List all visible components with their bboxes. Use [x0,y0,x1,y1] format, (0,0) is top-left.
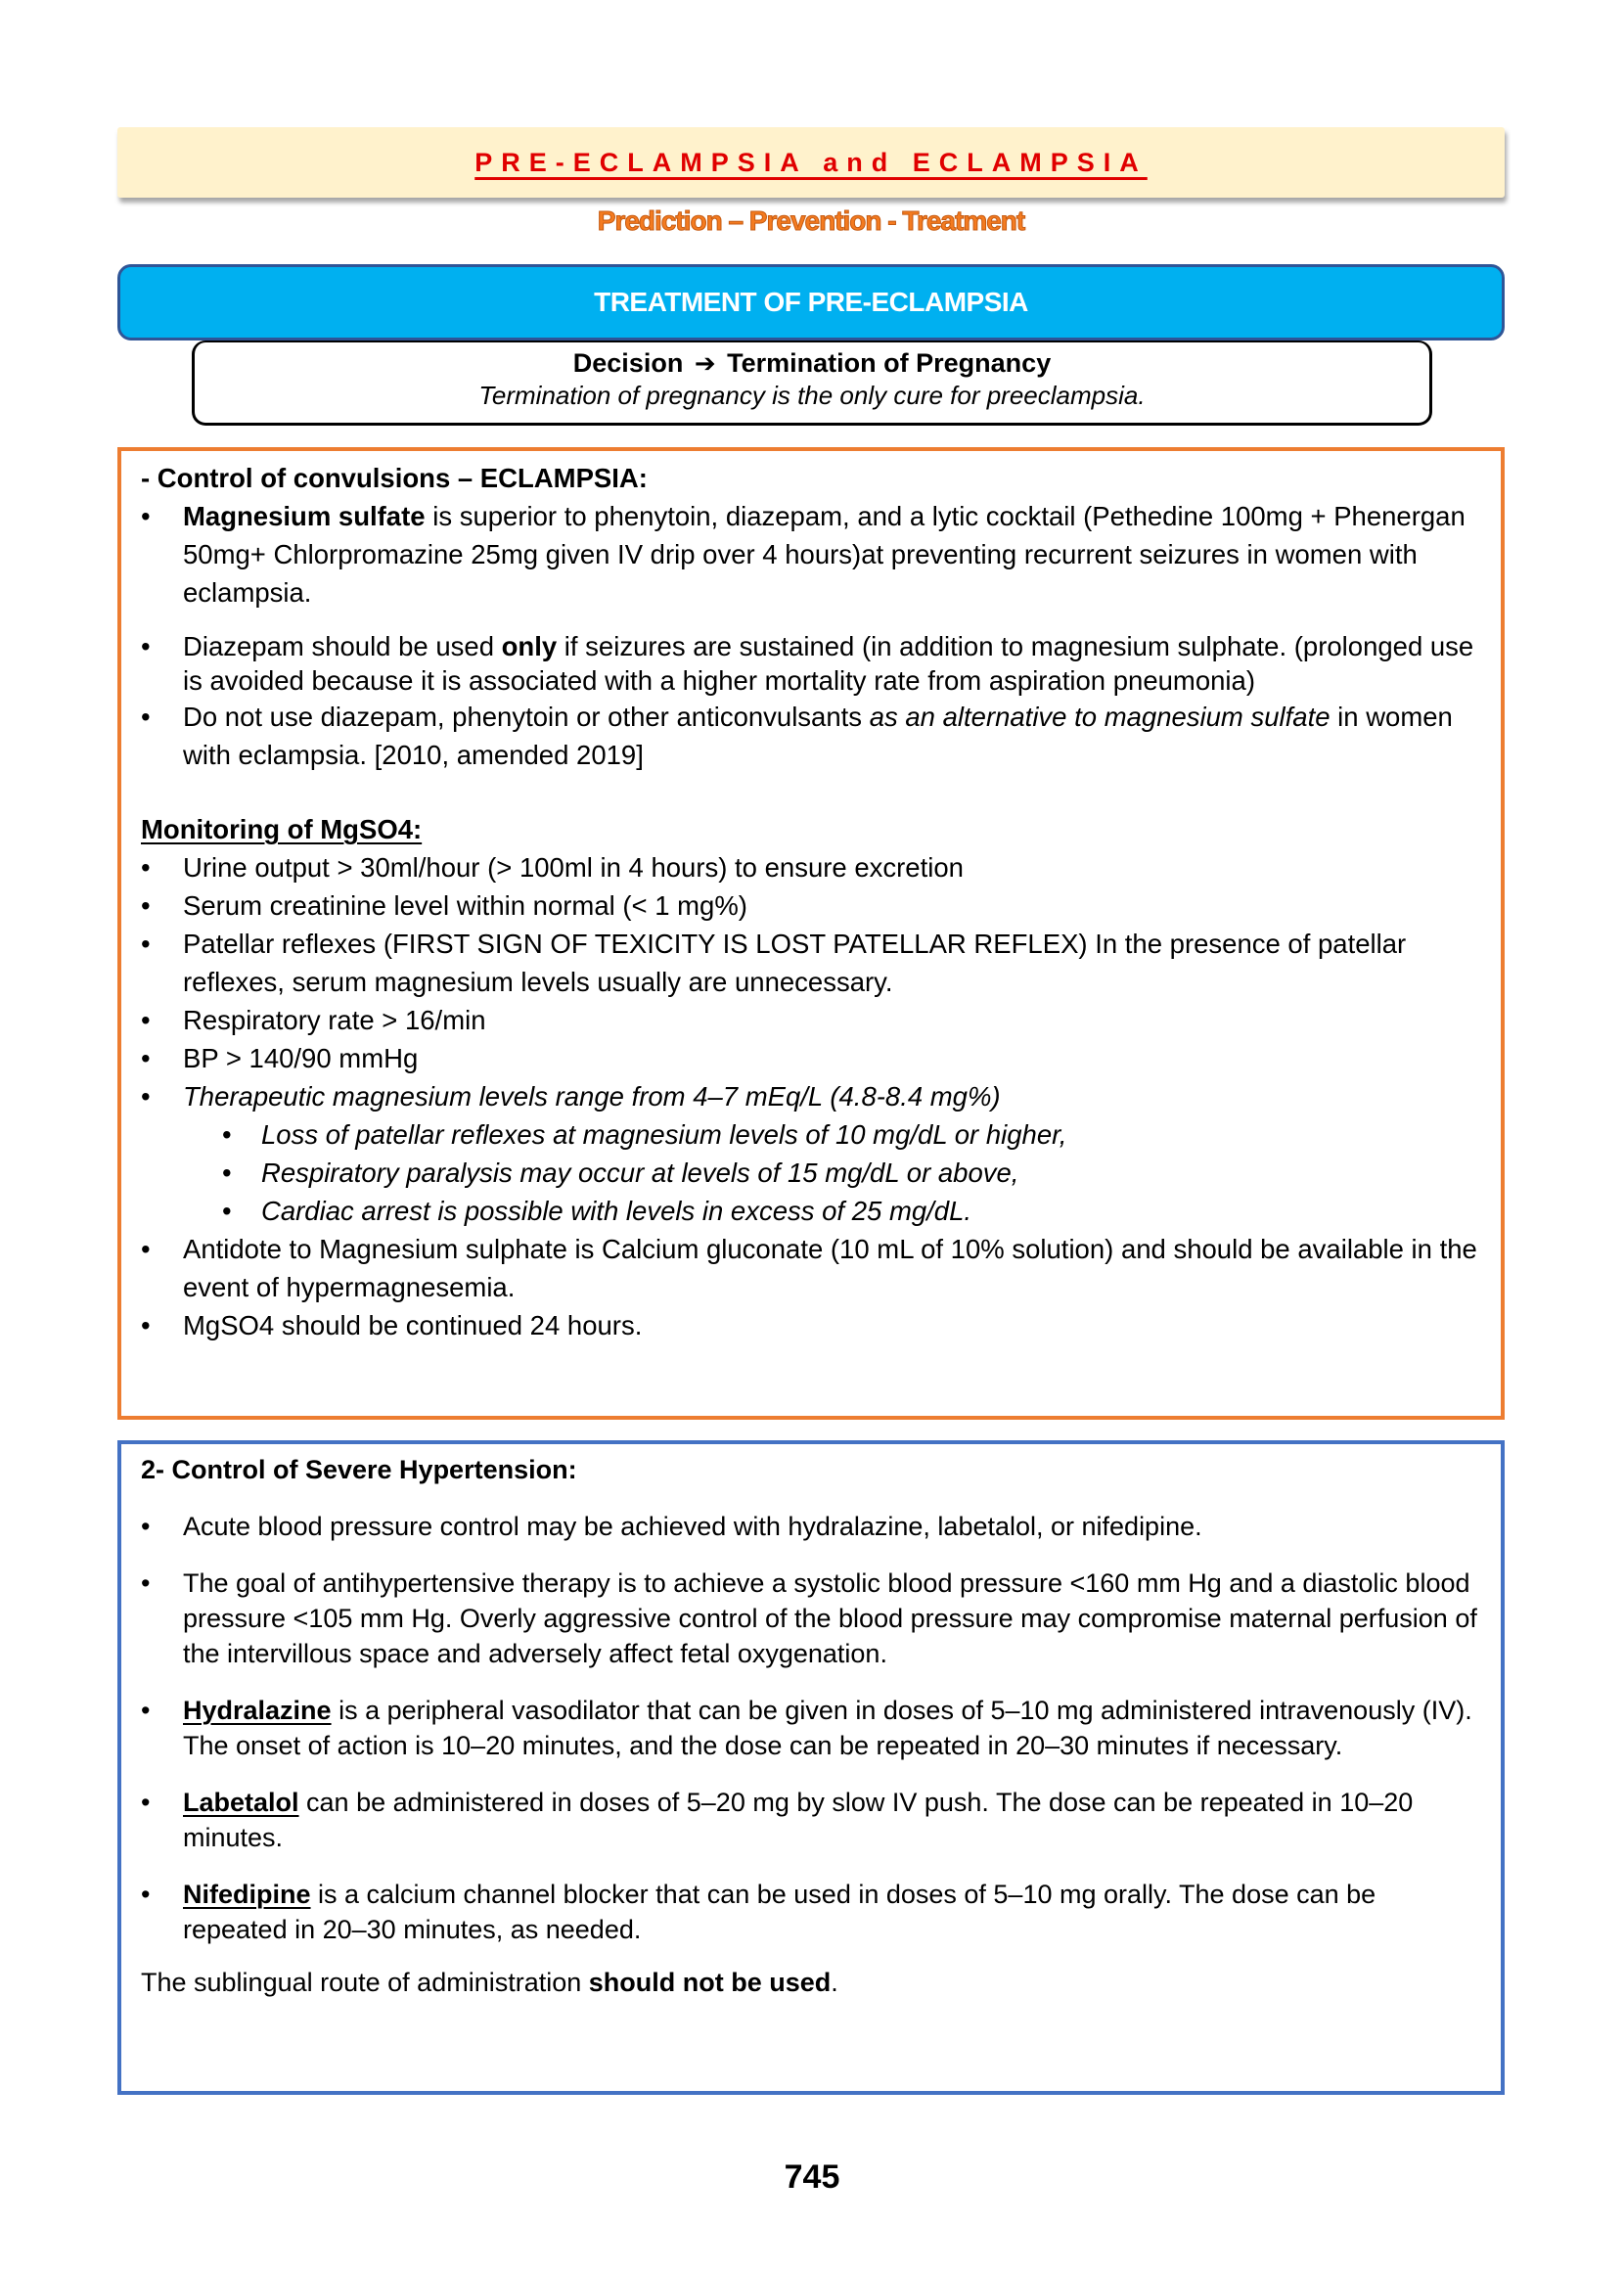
drug-name: Nifedipine [183,1880,311,1909]
list-item [141,1785,1481,1855]
hypertension-list [141,1509,1481,1947]
sub-list-item: • Respiratory paralysis may occur at levels of 15 mg/dL or above, [222,1154,1481,1192]
decision-box [192,340,1432,426]
section-banner-title: TREATMENT OF PRE-ECLAMPSIA [594,287,1028,317]
list-item-text: is a calcium channel blocker that can be used in doses of 5–10 mg orally. The dose can be repeated in 20–30 minutes, as needed. [183,1880,1376,1944]
list-item-text: Do not use diazepam, phenytoin or other anticonvulsants [183,702,870,732]
list-item-text: if seizures are sustained (in addition to magnesium sulphate. (prolonged use is avoided because it is associated with a higher mortality rate from aspiration pneumonia) [183,631,1474,696]
arrow-right-icon: ➔ [694,348,716,378]
list-item: • Serum creatinine level within normal (< 1 mg%) [141,886,1481,925]
therapeutic-sublist [141,1115,1481,1230]
decision-target: Termination of Pregnancy [727,348,1052,378]
decision-note: Termination of pregnancy is the only cure for preeclampsia. [478,381,1146,410]
decision-label: Decision [572,348,684,378]
therapeutic-levels: Therapeutic magnesium levels range from 4–7 mEq/L (4.8-8.4 mg%) [183,1081,1001,1112]
decision-heading [195,348,1429,379]
drug-name: Magnesium sulfate [183,501,426,531]
list-item: • The goal of antihypertensive therapy is to achieve a systolic blood pressure <160 mm Hg and a diastolic blood pressure <105 mm Hg. Overly aggressive control of the blood pressure may compromise maternal perfusion of the intervillous space and adversely affect fetal oxygenation. [141,1566,1481,1671]
list-item: • Urine output > 30ml/hour (> 100ml in 4 hours) to ensure excretion [141,848,1481,886]
list-item [141,629,1481,698]
list-item: • Antidote to Magnesium sulphate is Calcium gluconate (10 mL of 10% solution) and should be available in the event of hypermagnesemia. [141,1230,1481,1306]
monitoring-heading: Monitoring of MgSO4: [141,814,423,844]
document-title: PRE-ECLAMPSIA and ECLAMPSIA [474,147,1148,177]
list-item: • Respiratory rate > 16/min [141,1001,1481,1039]
list-item: • Acute blood pressure control may be achieved with hydralazine, labetalol, or nifedipine. [141,1509,1481,1544]
list-item-text: Diazepam should be used [183,631,502,661]
convulsions-heading: - Control of convulsions – ECLAMPSIA: [141,463,648,493]
list-item [141,1077,1481,1230]
drug-name: Labetalol [183,1788,299,1817]
list-item: • MgSO4 should be continued 24 hours. [141,1306,1481,1344]
list-item: • BP > 140/90 mmHg [141,1039,1481,1077]
page-number: 745 [784,2158,840,2196]
list-item-text: can be administered in doses of 5–20 mg by slow IV push. The dose can be repeated in 10–20 minutes. [183,1788,1414,1852]
list-item-text: is superior to phenytoin, diazepam, and a lytic cocktail (Pethedine 100mg + Phenergan 50mg+ Chlorpromazine 25mg given IV drip over 4 hours)at preventing recurrent seizures in women with eclampsia. [183,501,1466,608]
hypertension-section [117,1440,1505,2095]
title-banner [117,127,1505,198]
convulsions-list [141,497,1481,774]
note-text: . [831,1968,838,1997]
emphasis: as an alternative to magnesium sulfate [869,702,1331,732]
list-item-text: is a peripheral vasodilator that can be given in doses of 5–10 mg administered intravenously (IV). The onset of action is 10–20 minutes, and the dose can be repeated in 20–30 minutes if necessary. [183,1696,1472,1760]
sublingual-note [141,1965,1481,2000]
list-item [141,698,1481,774]
monitoring-list [141,848,1481,1344]
document-subtitle: Prediction – Prevention - Treatment [597,205,1025,236]
sub-list-item: • Cardiac arrest is possible with levels in excess of 25 mg/dL. [222,1192,1481,1230]
drug-name: Hydralazine [183,1696,332,1725]
convulsions-section [117,447,1505,1420]
list-item: • Patellar reflexes (FIRST SIGN OF TEXICITY IS LOST PATELLAR REFLEX) In the presence of patellar reflexes, serum magnesium levels usually are unnecessary. [141,925,1481,1001]
list-item-text: in women with eclampsia. [2010, amended 2019] [183,702,1453,770]
section-banner [117,264,1505,340]
list-item [141,1877,1481,1947]
sub-list-item: • Loss of patellar reflexes at magnesium levels of 10 mg/dL or higher, [222,1115,1481,1154]
hypertension-heading: 2- Control of Severe Hypertension: [141,1455,577,1484]
note-emphasis: should not be used [588,1968,832,1997]
list-item [141,1693,1481,1763]
list-item [141,497,1481,612]
emphasis: only [501,631,558,661]
note-text: The sublingual route of administration [141,1968,589,1997]
